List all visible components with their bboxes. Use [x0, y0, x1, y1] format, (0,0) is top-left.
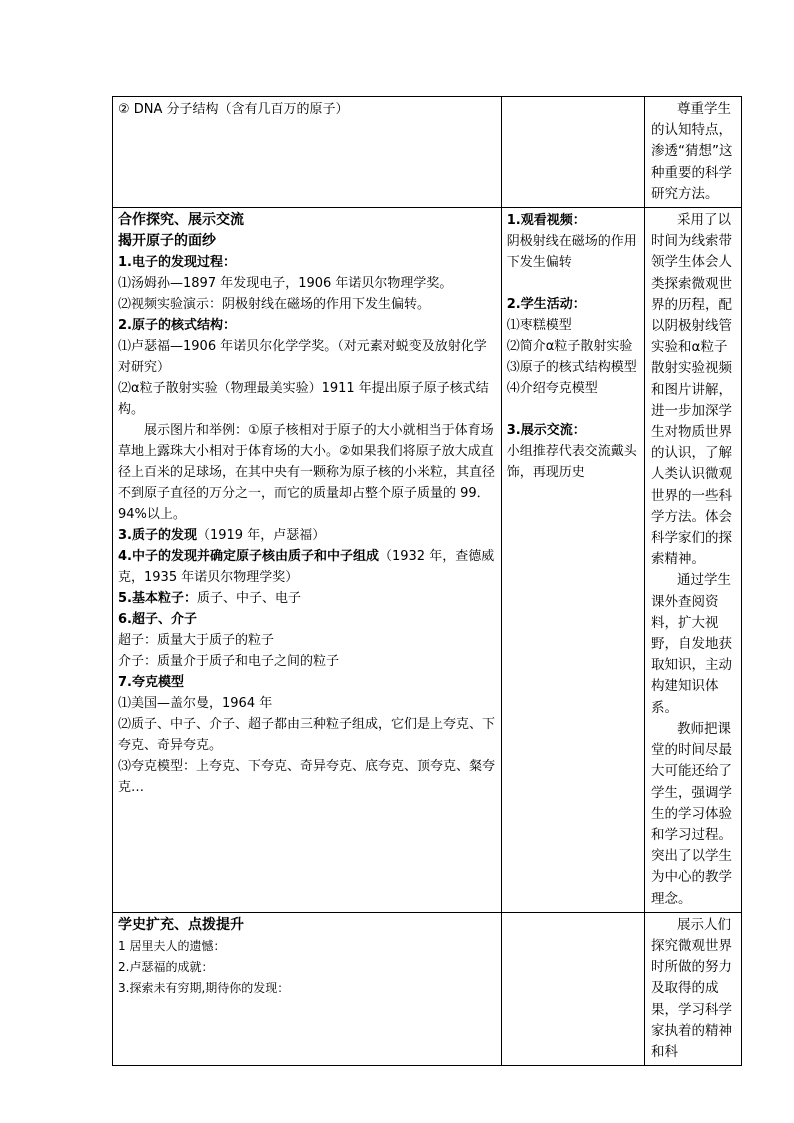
activity-item-2b: ⑵简介α粒子散射实验 [506, 339, 633, 355]
row2-intent-cell [645, 208, 742, 913]
row3-right-text: 展示人们探究微观世界时所做的努力及取得的成果，学习科学家执着的精神和科 [651, 916, 733, 1060]
history-line-2: 2.卢瑟福的成就： [118, 959, 214, 974]
neutron-detail: （1932 年，查德威克，1935 年诺贝尔物理学奖） [118, 549, 495, 586]
particles-detail: 质子、中子、电子 [196, 591, 301, 607]
intent-paragraph-1: 采用了以时间为线索带领学生体会人类探索微观世界的历程，配以阴极射线管实验和α粒子散射实验视频和图片讲解，进一步加深学生对物质世界的认识，了解人类认识微观世界的一些科学方法。体会科学家们的探索精神。 [651, 212, 733, 568]
quark-line-2: ⑵质子、中子、介子、超子都由三种粒子组成，它们是上夸克、下夸克、奇异夸克。 [118, 717, 496, 754]
nucleus-example-paragraph: 展示图片和举例：①原子核相对于原子的大小就相当于体育场草地上露珠大小相对于体育场的大小。②如果我们将原子放大成直径上百米的足球场，在其中央有一颗称为原子核的小米粒，其直径不到原子直径的万分之一，而它的质量却占整个原子质量的 99．94%以上。 [118, 423, 496, 523]
quark-line-3: ⑶夸克模型：上夸克、下夸克、奇异夸克、底夸克、顶夸克、粲夸克… [118, 759, 496, 796]
spacer [507, 399, 640, 420]
nucleus-title: 2.原子的核式结构： [118, 318, 236, 334]
electron-title: 1.电子的发现过程： [118, 255, 236, 271]
row1-intent-cell [645, 97, 742, 208]
row2-activity-cell [501, 208, 644, 913]
proton-line [118, 525, 497, 546]
nucleus-line-2: ⑵α粒子散射实验（物理最美实验）1911 年提出原子原子核式结构。 [118, 381, 489, 418]
row2-content-cell [113, 208, 502, 913]
history-line-3: 3.探索未有穷期,期待你的发现： [118, 980, 290, 995]
hyperon-line-2: 介子：质量介于质子和电子之间的粒子 [118, 654, 340, 670]
row1-content-cell [113, 97, 502, 208]
quark-title: 7.夸克模型 [118, 675, 184, 691]
proton-title: 3.质子的发现 [118, 528, 197, 544]
intent-paragraph-3: 教师把课堂的时间尽最大可能还给了学生，强调学生的学习体验和学习过程。突出了以学生为中心的教学理念。 [651, 720, 733, 907]
activity-title-1: 1.观看视频： [506, 213, 586, 229]
activity-item-2d: ⑷介绍夸克模型 [506, 381, 598, 397]
spacer [507, 273, 640, 294]
electron-line-2: ⑵视频实验演示：阴极射线在磁场的作用下发生偏转。 [118, 297, 431, 313]
hyperon-line-1: 超子：质量大于质子的粒子 [118, 633, 275, 649]
particles-line [118, 588, 497, 609]
neutron-line [118, 546, 497, 588]
table-row [113, 208, 742, 913]
hyperon-title: 6.超子、介子 [118, 612, 197, 628]
lesson-plan-table [112, 96, 742, 1066]
history-line-1: 1 居里夫人的遗憾： [118, 938, 226, 953]
row3-content-cell [113, 912, 502, 1065]
section-heading: 合作探究、展示交流 [118, 212, 244, 229]
proton-detail: （1919 年，卢瑟福） [196, 528, 326, 544]
row3-activity-cell [501, 912, 644, 1065]
activity-title-3: 3.展示交流： [506, 423, 586, 439]
intent-paragraph-2: 通过学生课外查阅资料，扩大视野，自发地获取知识，主动构建知识体系。 [651, 572, 733, 716]
activity-item-2a: ⑴枣糕模型 [506, 318, 572, 334]
section-subheading: 揭开原子的面纱 [118, 233, 216, 250]
electron-line-1: ⑴汤姆孙—1897 年发现电子，1906 年诺贝尔物理学奖。 [118, 276, 453, 292]
row1-activity-cell [501, 97, 644, 208]
history-heading: 学史扩充、点拨提升 [118, 916, 244, 933]
row1-left-text: ② DNA 分子结构（含有几百万的原子） [118, 102, 349, 117]
activity-item-2c: ⑶原子的核式结构模型 [506, 360, 637, 376]
neutron-title: 4.中子的发现并确定原子核由质子和中子组成 [118, 549, 379, 565]
activity-text-1: 阴极射线在磁场的作用下发生偏转 [506, 234, 637, 271]
row1-right-text: 尊重学生的认知特点，渗透“猜想”这种重要的科学研究方法。 [651, 101, 733, 202]
activity-text-3: 小组推荐代表交流戴头饰，再现历史 [506, 444, 637, 481]
particles-title: 5.基本粒子： [118, 591, 197, 607]
table-row [113, 912, 742, 1065]
quark-line-1: ⑴美国—盖尔曼，1964 年 [118, 696, 273, 712]
nucleus-line-1: ⑴卢瑟福—1906 年诺贝尔化学学奖。（对元素对蜕变及放射化学对研究） [118, 339, 487, 376]
row3-intent-cell [645, 912, 742, 1065]
table-row [113, 97, 742, 208]
activity-title-2: 2.学生活动： [506, 297, 586, 313]
